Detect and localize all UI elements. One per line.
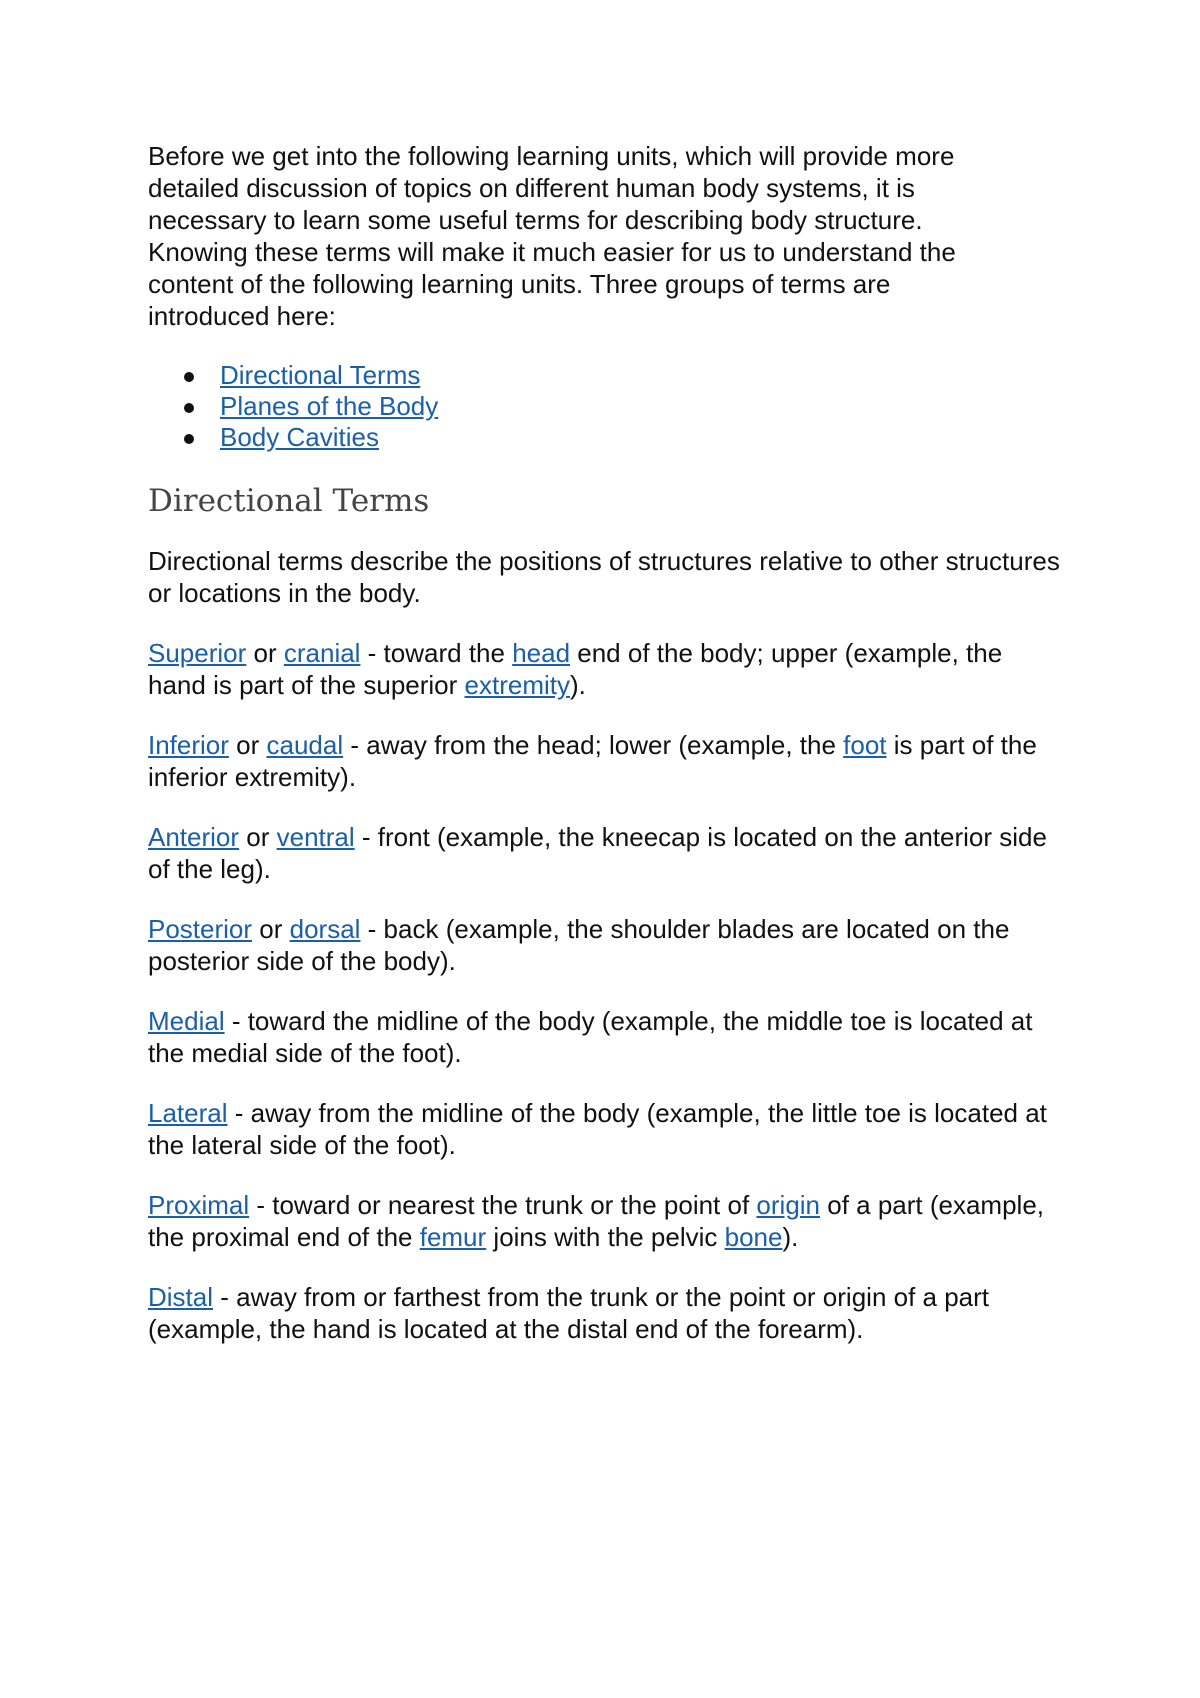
- toc-item-planes-of-the-body: [148, 391, 1063, 422]
- toc-item-body-cavities: [148, 422, 1063, 453]
- term-medial: [148, 1005, 1063, 1069]
- link-proximal[interactable]: Proximal: [148, 1190, 250, 1220]
- term-text: end of the body; upper (example, the hand is part of the superior: [148, 638, 1003, 700]
- link-extremity[interactable]: extremity: [464, 670, 570, 700]
- term-text: - back (example, the shoulder blades are located on the posterior side of the body).: [148, 914, 1010, 976]
- section-intro: Directional terms describe the positions of structures relative to other structures or locations in the body.: [148, 546, 1060, 608]
- link-cranial[interactable]: cranial: [283, 638, 361, 668]
- toc-link-planes-of-the-body[interactable]: Planes of the Body: [220, 391, 439, 421]
- term-text: - away from or farthest from the trunk or the point or origin of a part (example, the hand is located at the distal end of the forearm).: [148, 1282, 990, 1344]
- toc-item-directional-terms: [148, 360, 1063, 391]
- link-foot[interactable]: foot: [843, 730, 887, 760]
- bullet-icon: [184, 403, 194, 413]
- term-text: - front (example, the kneecap is located on the anterior side of the leg).: [148, 822, 1047, 884]
- term-text: - away from the midline of the body (example, the little toe is located at the lateral side of the foot).: [148, 1098, 1047, 1160]
- link-dorsal[interactable]: dorsal: [289, 914, 361, 944]
- toc-link-body-cavities[interactable]: Body Cavities: [220, 422, 379, 452]
- term-proximal: [148, 1189, 1063, 1253]
- term-text: - toward the: [360, 638, 513, 668]
- term-text: is part of the inferior extremity).: [148, 730, 1037, 792]
- term-text: - toward or nearest the trunk or the point of: [249, 1190, 757, 1220]
- link-posterior[interactable]: Posterior: [148, 914, 253, 944]
- table-of-contents: [148, 360, 1063, 453]
- term-text: or: [252, 914, 290, 944]
- intro-paragraph: Before we get into the following learning units, which will provide more detailed discussion of topics on different human body systems, it is necessary to learn some useful terms for describing body structure. Knowing these terms will make it much easier for us to understand the content of the following learning units. Three groups of terms are introduced here:: [148, 141, 956, 331]
- link-head[interactable]: head: [512, 638, 571, 668]
- link-distal[interactable]: Distal: [148, 1282, 214, 1312]
- term-anterior: [148, 821, 1063, 885]
- term-text: ).: [570, 670, 586, 700]
- term-text: - away from the head; lower (example, the: [343, 730, 844, 760]
- term-superior: [148, 637, 1063, 701]
- term-text: or: [228, 730, 267, 760]
- document-page: [148, 140, 1063, 1373]
- term-text: - toward the midline of the body (example, the middle toe is located at the medial side of the foot).: [148, 1006, 1033, 1068]
- term-text: ).: [782, 1222, 799, 1252]
- link-anterior[interactable]: Anterior: [148, 822, 240, 852]
- term-text: of a part (example, the proximal end of the: [148, 1190, 1045, 1252]
- link-superior[interactable]: Superior: [148, 638, 247, 668]
- toc-link-directional-terms[interactable]: Directional Terms: [220, 360, 421, 390]
- link-origin[interactable]: origin: [756, 1190, 821, 1220]
- link-inferior[interactable]: Inferior: [148, 730, 229, 760]
- link-caudal[interactable]: caudal: [266, 730, 344, 760]
- bullet-icon: [184, 372, 194, 382]
- link-ventral[interactable]: ventral: [276, 822, 355, 852]
- link-lateral[interactable]: Lateral: [148, 1098, 228, 1128]
- term-text: joins with the pelvic: [486, 1222, 725, 1252]
- link-medial[interactable]: Medial: [148, 1006, 225, 1036]
- bullet-icon: [184, 434, 194, 444]
- term-text: or: [239, 822, 277, 852]
- link-bone[interactable]: bone: [724, 1222, 783, 1252]
- term-inferior: [148, 729, 1063, 793]
- term-text: or: [246, 638, 284, 668]
- term-lateral: [148, 1097, 1063, 1161]
- term-distal: [148, 1281, 1063, 1345]
- section-heading: Directional Terms: [148, 483, 430, 519]
- term-posterior: [148, 913, 1063, 977]
- link-femur[interactable]: femur: [419, 1222, 487, 1252]
